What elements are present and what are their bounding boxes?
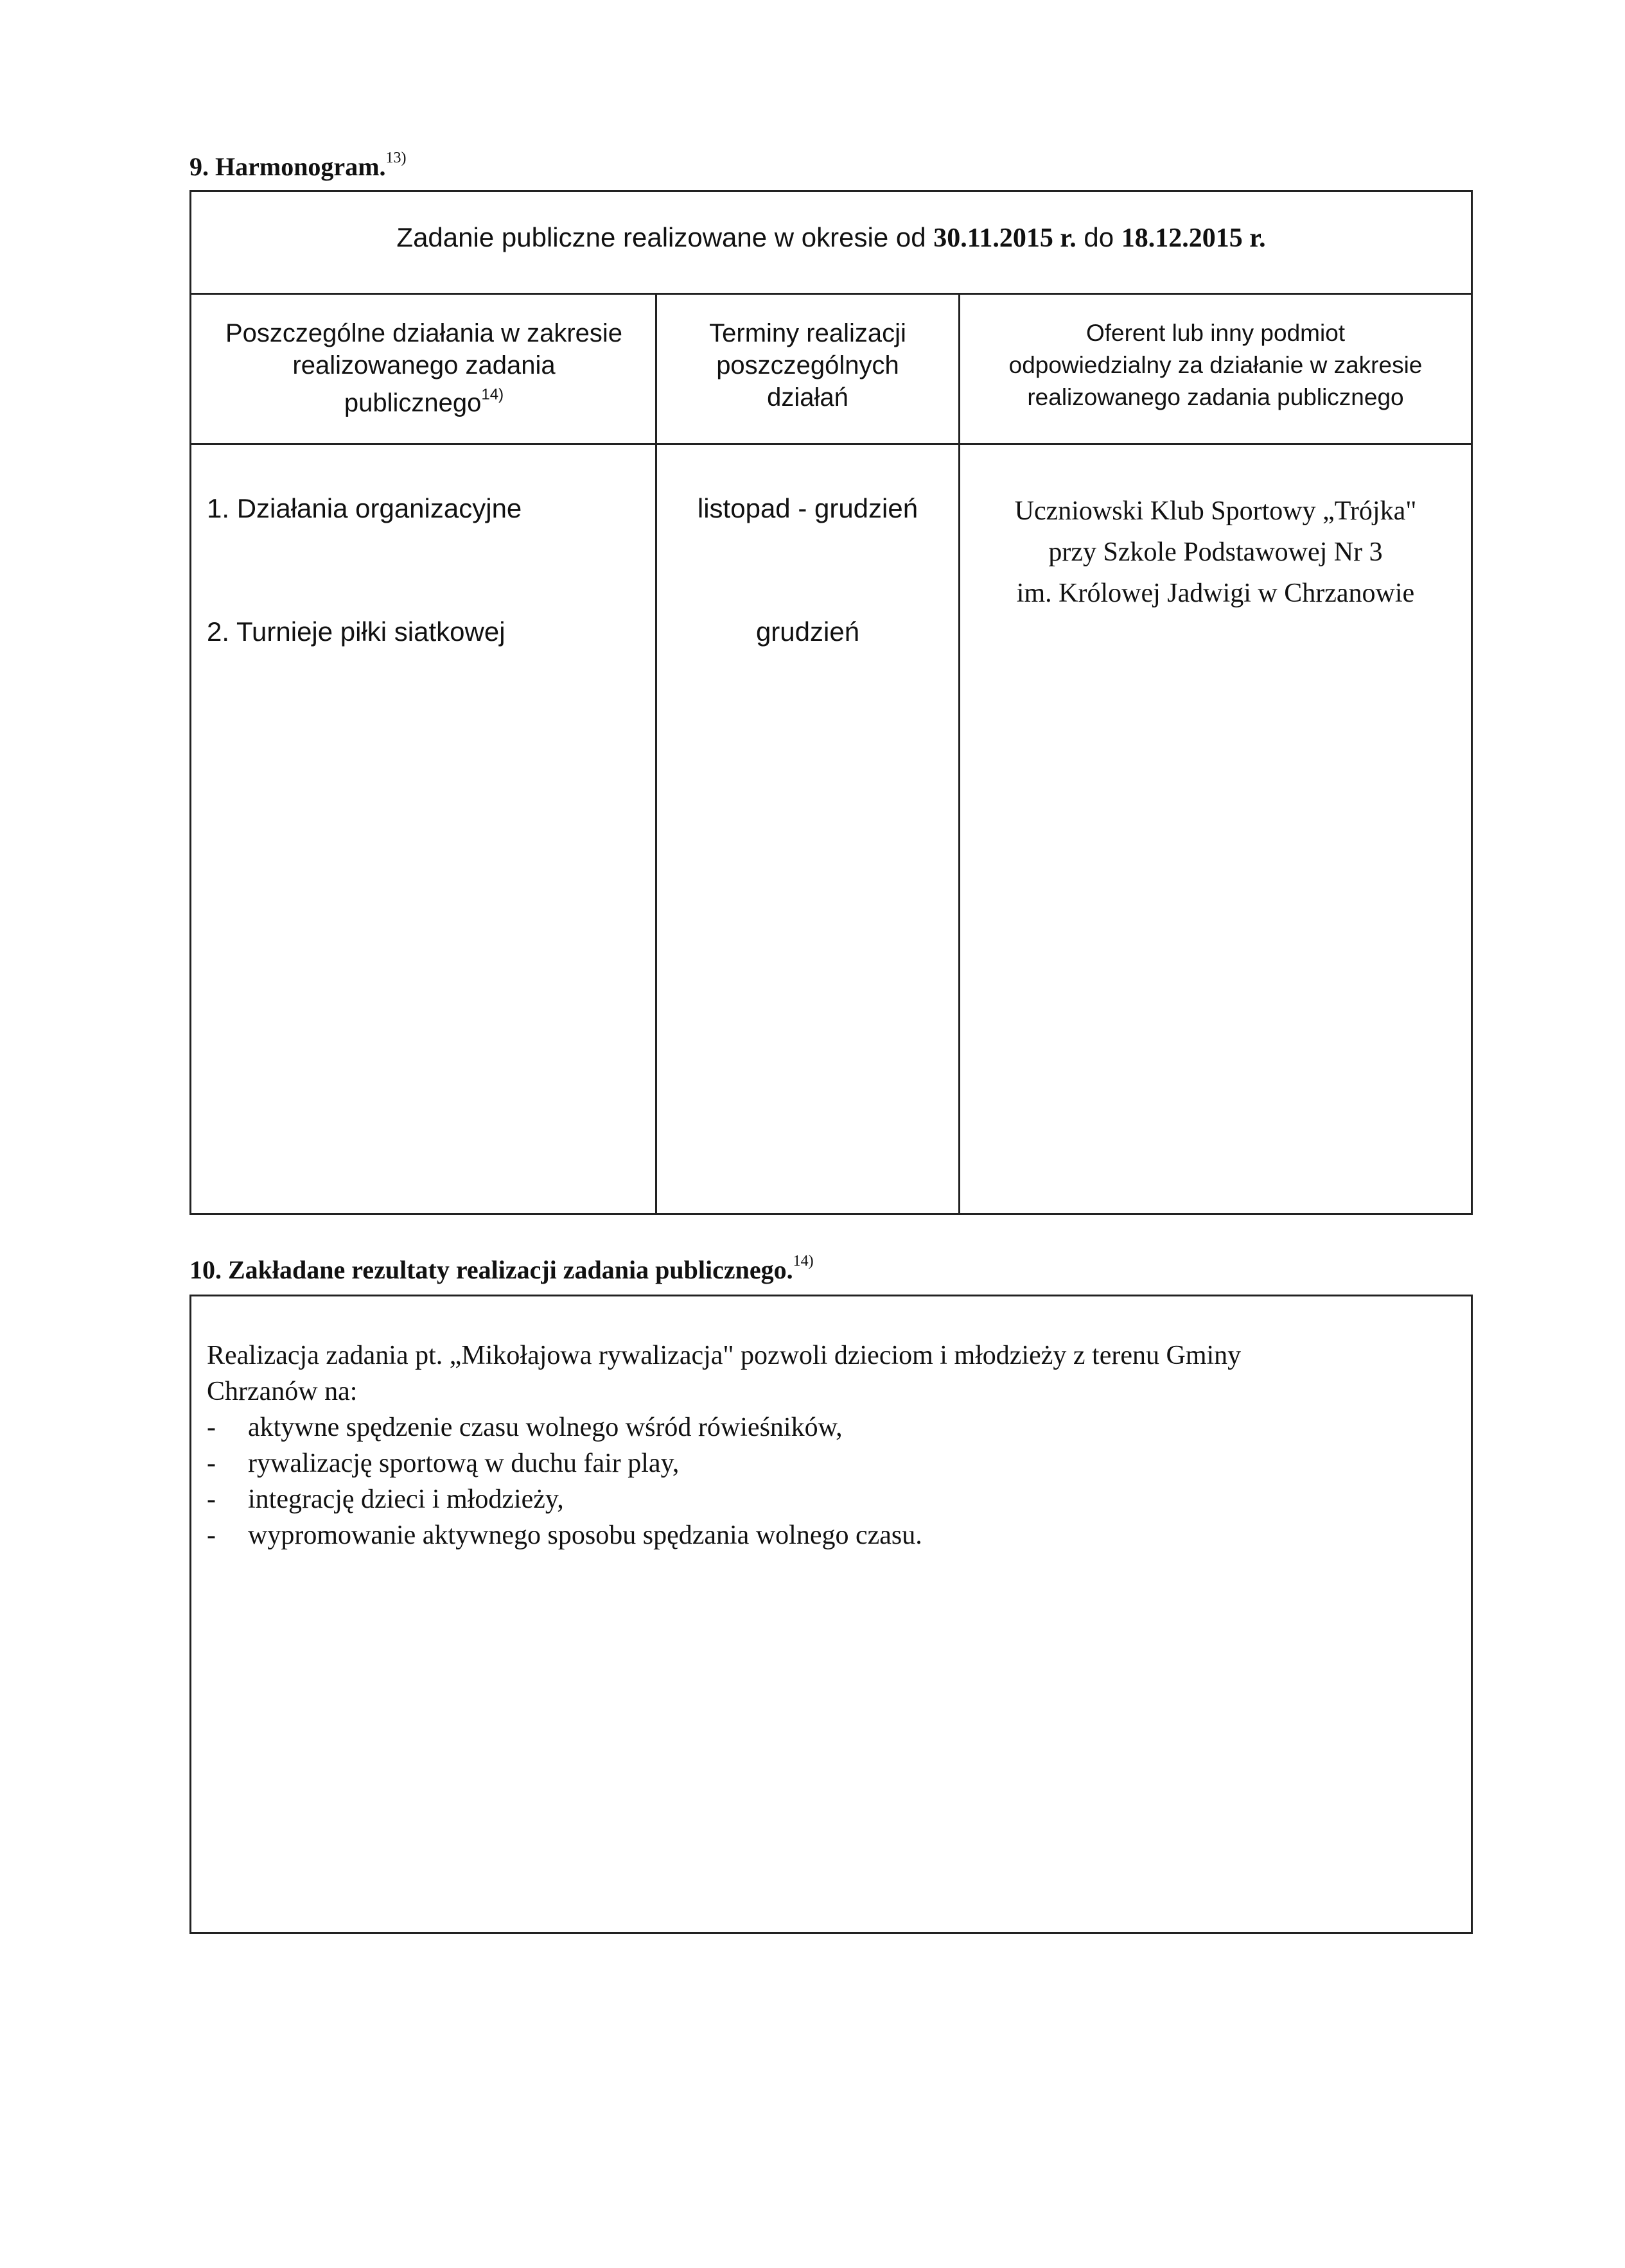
list-item: - rywalizację sportową w duchu fair play, [207, 1449, 680, 1478]
results-content [207, 1338, 1459, 1553]
column-divider-2 [958, 293, 960, 1215]
list-item: - wypromowanie aktywnego sposobu spędzania wolnego czasu. [207, 1521, 922, 1550]
task-row-divider [189, 293, 1473, 295]
header-activities: Poszczególne działania w zakresie realizowanego zadania publicznego$^{14)}$ [225, 319, 623, 417]
responsible-entity: Uczniowski Klub Sportowy „Trójka" przy Szkole Podstawowej Nr 3 im. Królowej Jadwigi w Chrzanowie [1014, 496, 1417, 608]
section-10-footnote: 14) [793, 1252, 814, 1269]
list-item: - aktywne spędzenie czasu wolnego wśród rówieśników, [207, 1413, 843, 1442]
activity-2: 2. Turnieje piłki siatkowej [207, 616, 505, 647]
term-2: grudzień [755, 616, 860, 647]
section-9-footnote: 13) [385, 149, 407, 166]
column-divider-1 [655, 293, 657, 1215]
header-row-divider [189, 443, 1473, 445]
task-period: Zadanie publiczne realizowane w okresie od 30.11.2015 r. do 18.12.2015 r. [396, 222, 1266, 253]
term-1: listopad - grudzień [697, 493, 918, 523]
results-intro-line-1: Realizacja zadania pt. „Mikołajowa rywalizacja" pozwoli dzieciom i młodzieży z terenu Gminy [207, 1341, 1242, 1370]
header-responsible: Oferent lub inny podmiot odpowiedzialny za działanie w zakresie realizowanego zadania publicznego [1008, 320, 1423, 410]
date-to: 18.12.2015 r. [1121, 223, 1266, 253]
activity-1: 1. Działania organizacyjne [207, 493, 522, 523]
section-9-heading [189, 149, 407, 182]
section-9-title: 9. Harmonogram. [189, 152, 386, 181]
header-footnote: 14) [481, 386, 504, 403]
list-item: - integrację dzieci i młodzieży, [207, 1485, 564, 1514]
results-intro-line-2: Chrzanów na: [207, 1377, 358, 1406]
section-10-heading [189, 1252, 814, 1285]
header-terms: Terminy realizacji poszczególnych działań [709, 319, 906, 412]
section-10-title: 10. Zakładane rezultaty realizacji zadania publicznego. [189, 1255, 793, 1284]
date-from: 30.11.2015 r. [933, 223, 1076, 253]
